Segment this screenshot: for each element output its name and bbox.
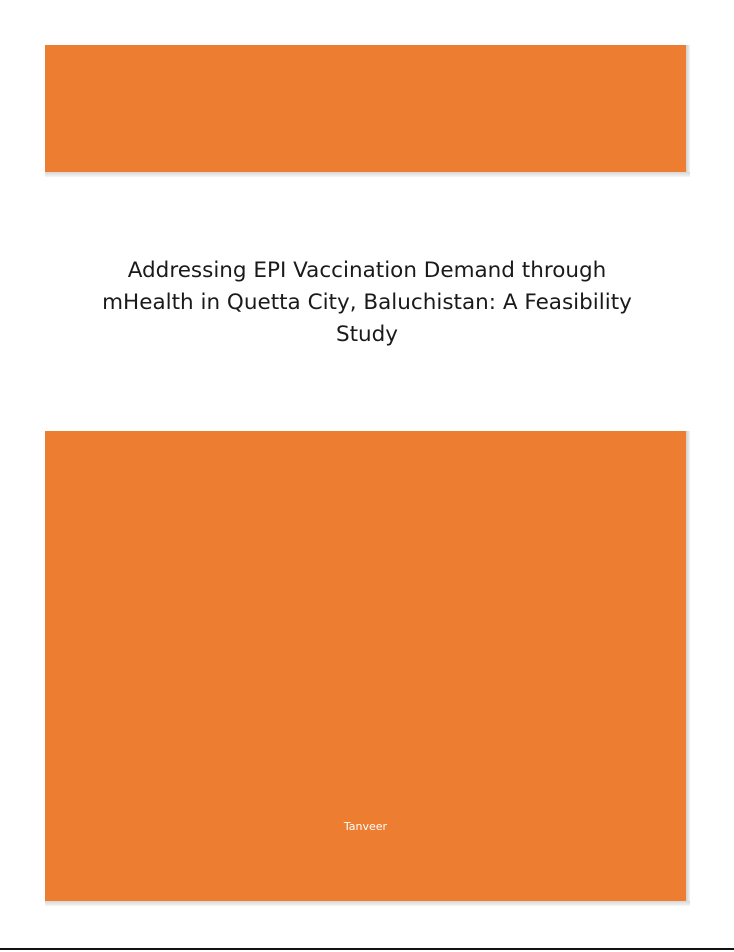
top-band-shadow bbox=[45, 172, 690, 177]
bottom-band-shadow bbox=[686, 431, 690, 906]
document-title bbox=[60, 255, 674, 351]
title-line: mHealth in Quetta City, Baluchistan: A Feasibility bbox=[102, 290, 632, 315]
title-line: Study bbox=[335, 322, 399, 347]
title-line: Addressing EPI Vaccination Demand through bbox=[127, 258, 607, 283]
top-accent-band bbox=[45, 45, 686, 172]
top-band-shadow bbox=[686, 45, 690, 177]
author-name: Tanveer bbox=[343, 820, 388, 833]
bottom-band-shadow bbox=[45, 901, 690, 906]
page-bottom-rule bbox=[0, 948, 734, 950]
